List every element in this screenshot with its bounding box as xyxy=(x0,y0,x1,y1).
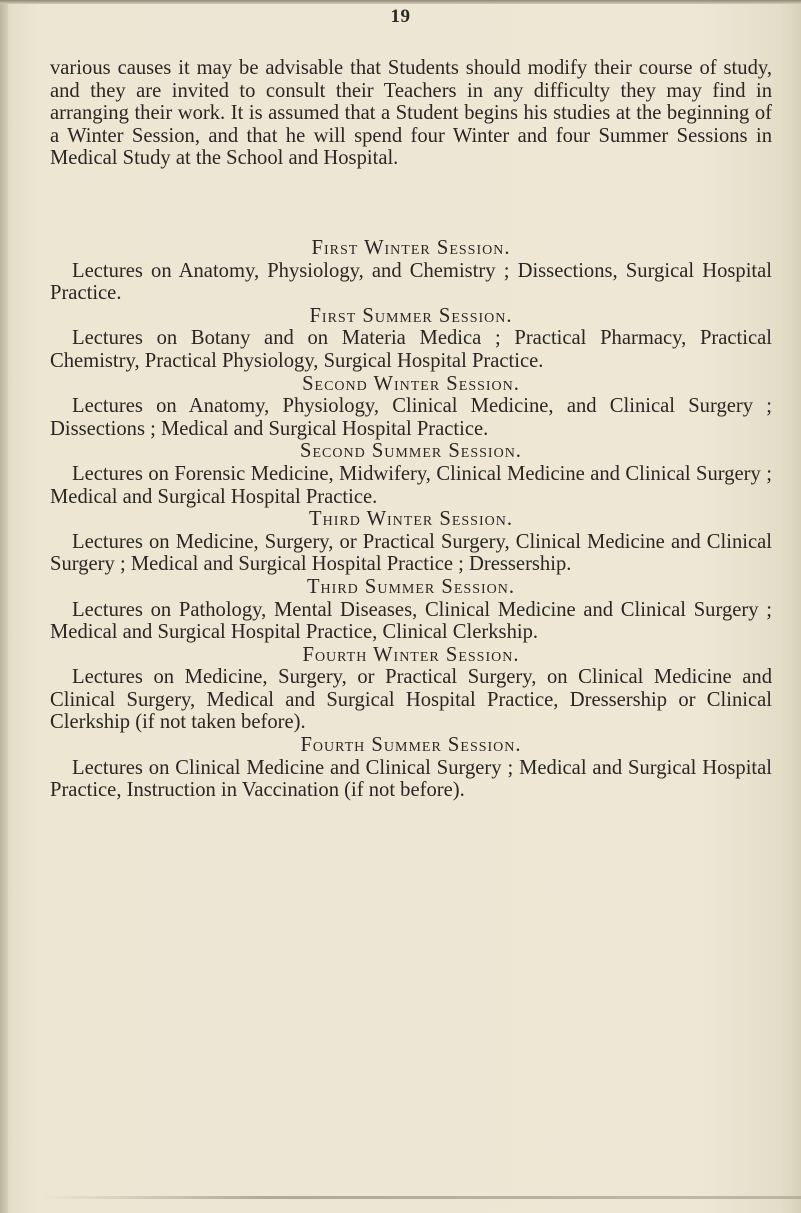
intro-paragraph: various causes it may be advisable that Students should modify their course of study, and they are invited to consult their Teachers in any difficulty they may find in arranging their work. It is assumed that a Student begins his studies at the beginning of a Winter Session, and that he will spend four Winter and four Summer Sessions in Medical Study at the School and Hospital. xyxy=(50,57,772,170)
session-body: Lectures on Clinical Medicine and Clinical Surgery ; Medical and Surgical Hospital Practice, Instruction in Vaccination (if not before). xyxy=(50,756,772,802)
page-number: 19 xyxy=(390,6,411,27)
bottom-edge-shadow xyxy=(40,1196,801,1199)
session-third-summer xyxy=(50,576,772,644)
binding-edge xyxy=(0,0,8,1213)
top-edge-shadow xyxy=(0,0,801,4)
session-heading: First Winter Session. xyxy=(311,237,511,259)
session-fourth-summer xyxy=(50,734,772,802)
session-second-summer xyxy=(50,440,772,508)
session-body: Lectures on Anatomy, Physiology, Clinical Medicine, and Clinical Surgery ; Dissections ; Medical and Surgical Hospital Practice. xyxy=(50,395,772,440)
session-second-winter xyxy=(50,373,772,441)
session-heading: Third Winter Session. xyxy=(309,508,513,531)
session-body: Lectures on Forensic Medicine, Midwifery, Clinical Medicine and Clinical Surgery ; Medical and Surgical Hospital Practice. xyxy=(50,462,772,508)
session-body: Lectures on Pathology, Mental Diseases, Clinical Medicine and Clinical Surgery ; Medical and Surgical Hospital Practice, Clinical Clerkship. xyxy=(50,598,772,644)
session-body: Lectures on Medicine, Surgery, or Practical Surgery, on Clinical Medicine and Clinical Surgery, Medical and Surgical Hospital Practice, Dressership or Clinical Clerkship (if not taken before). xyxy=(50,666,772,734)
session-body: Lectures on Botany and on Materia Medica ; Practical Pharmacy, Practical Chemistry, Practical Physiology, Surgical Hospital Practice. xyxy=(50,327,772,372)
session-heading: First Summer Session. xyxy=(309,304,513,327)
session-heading: Fourth Summer Session. xyxy=(300,734,522,757)
session-heading: Second Winter Session. xyxy=(302,372,520,395)
session-body: Lectures on Anatomy, Physiology, and Chemistry ; Dissections, Surgical Hospital Practice. xyxy=(50,259,772,305)
session-body: Lectures on Medicine, Surgery, or Practical Surgery, Clinical Medicine and Clinical Surgery ; Medical and Surgical Hospital Practice ; Dressership. xyxy=(50,530,772,576)
session-heading: Third Summer Session. xyxy=(306,575,516,598)
session-heading: Fourth Winter Session. xyxy=(302,643,520,666)
session-third-winter xyxy=(50,508,772,576)
session-first-summer xyxy=(50,305,772,373)
session-fourth-winter xyxy=(50,644,772,734)
session-first-winter xyxy=(50,237,772,305)
session-heading: Second Summer Session. xyxy=(300,440,522,463)
body-text xyxy=(50,57,772,802)
